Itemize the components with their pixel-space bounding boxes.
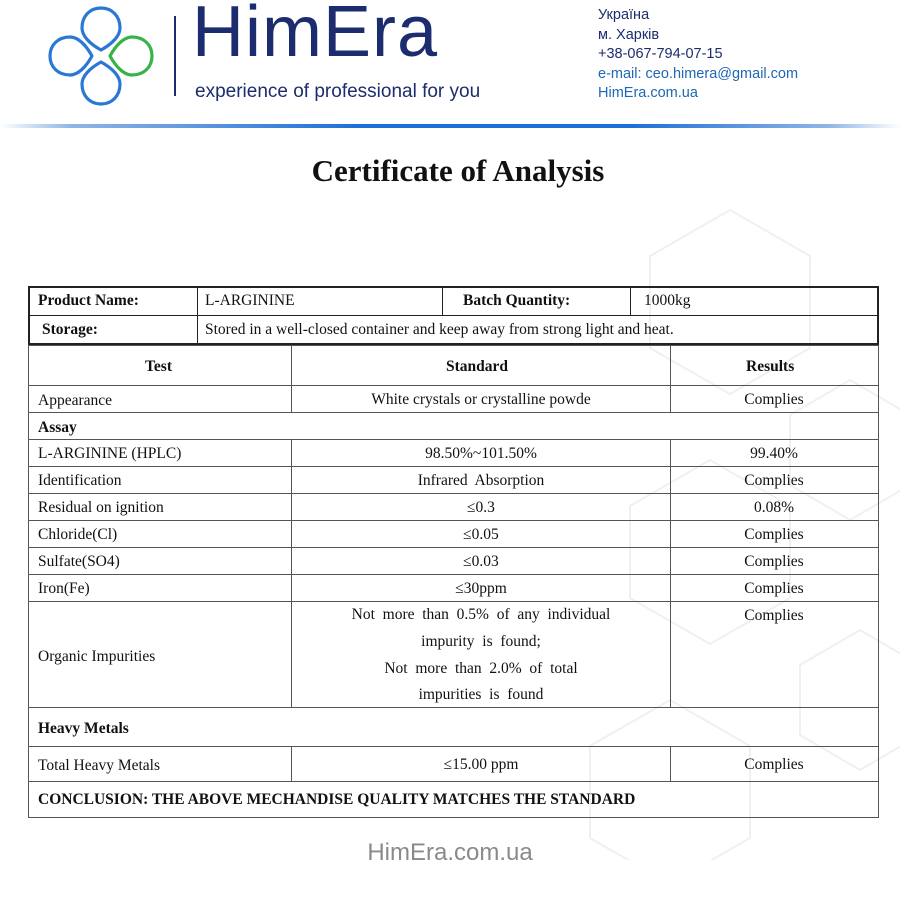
row-divider (28, 385, 878, 386)
row-divider (28, 574, 878, 575)
brand-name: HimEra (192, 0, 439, 72)
product-name-label: Product Name: (38, 292, 139, 309)
table-cell-result: 99.40% (750, 445, 798, 462)
storage-value: Stored in a well-closed container and keep away from strong light and heat. (205, 321, 674, 338)
table-cell-test: Residual on ignition (38, 499, 164, 516)
table-cell-result: Complies (744, 472, 804, 489)
logo-divider (174, 16, 176, 96)
column-divider (670, 346, 671, 385)
document-title: Certificate of Analysis (311, 153, 605, 188)
info-divider (630, 287, 631, 315)
table-cell-standard: ≤30ppm (455, 580, 507, 597)
storage-label: Storage: (42, 321, 98, 338)
table-cell-test: Organic Impurities (38, 648, 156, 665)
info-divider (28, 315, 878, 316)
row-divider (28, 412, 878, 413)
table-cell-result: Complies (744, 391, 804, 408)
table-cell-result: Complies (744, 580, 804, 597)
footer-site: HimEra.com.ua (367, 839, 533, 866)
contact-city: м. Харків (598, 26, 660, 43)
table-cell-result: 0.08% (753, 499, 795, 516)
table-cell-test: Appearance (38, 392, 113, 409)
table-cell-standard-line: Not more than 0.5% of any individual (351, 606, 611, 623)
table-cell-standard-line: impurities is found (418, 686, 544, 703)
section-heading-assay: Assay (38, 419, 77, 436)
table-cell-test: Identification (38, 472, 122, 489)
table-cell-test: Sulfate(SO4) (38, 553, 120, 570)
brand-tagline: experience of professional for you (195, 81, 481, 102)
conclusion: CONCLUSION: THE ABOVE MECHANDISE QUALITY MATCHES THE STANDARD (38, 791, 636, 808)
batch-quantity-value: 1000kg (644, 292, 691, 309)
row-divider (28, 439, 878, 440)
table-cell-standard: ≤0.05 (463, 526, 499, 543)
table-cell-result: Complies (744, 607, 804, 624)
row-divider (28, 601, 878, 602)
row-divider (28, 547, 878, 548)
contact-phone: +38-067-794-07-15 (598, 46, 723, 62)
column-header-standard: Standard (446, 358, 509, 375)
table-cell-standard-line: Not more than 2.0% of total (384, 660, 578, 677)
header-rule (0, 124, 900, 128)
table-cell-standard: 98.50%~101.50% (425, 445, 537, 462)
info-divider (442, 287, 443, 315)
table-cell-standard: ≤0.3 (467, 499, 495, 516)
row-divider (28, 493, 878, 494)
product-name-value: L-ARGININE (205, 292, 295, 309)
row-divider (28, 707, 878, 708)
column-header-test: Test (145, 358, 172, 375)
table-cell-test: Total Heavy Metals (38, 757, 161, 774)
section-heading-heavy-metals: Heavy Metals (38, 720, 129, 737)
letterhead (0, 0, 900, 130)
row-divider (28, 520, 878, 521)
table-cell-standard-line: impurity is found; (421, 633, 541, 650)
table-cell-test: L-ARGININE (HPLC) (38, 445, 182, 462)
table-cell-standard: ≤15.00 ppm (443, 756, 519, 773)
contact-country: Україна (598, 7, 650, 23)
table-cell-result: Complies (744, 553, 804, 570)
table-cell-standard: ≤0.03 (463, 553, 499, 570)
contact-email: e-mail: ceo.himera@gmail.com (598, 65, 799, 82)
table-cell-test: Iron(Fe) (38, 580, 90, 597)
table-cell-standard: White crystals or crystalline powde (371, 391, 591, 408)
table-cell-test: Chloride(Cl) (38, 526, 118, 543)
column-header-results: Results (746, 358, 795, 375)
contact-block (598, 6, 798, 104)
row-divider (28, 781, 878, 782)
table-cell-result: Complies (744, 526, 804, 543)
table-cell-result: Complies (744, 756, 804, 773)
row-divider (28, 746, 878, 747)
table-cell-standard: Infrared Absorption (417, 472, 545, 489)
himera-logo-icon (46, 2, 156, 110)
row-divider (28, 466, 878, 467)
column-divider (291, 346, 292, 385)
contact-site: HimEra.com.ua (598, 85, 698, 101)
batch-quantity-label: Batch Quantity: (463, 292, 571, 309)
